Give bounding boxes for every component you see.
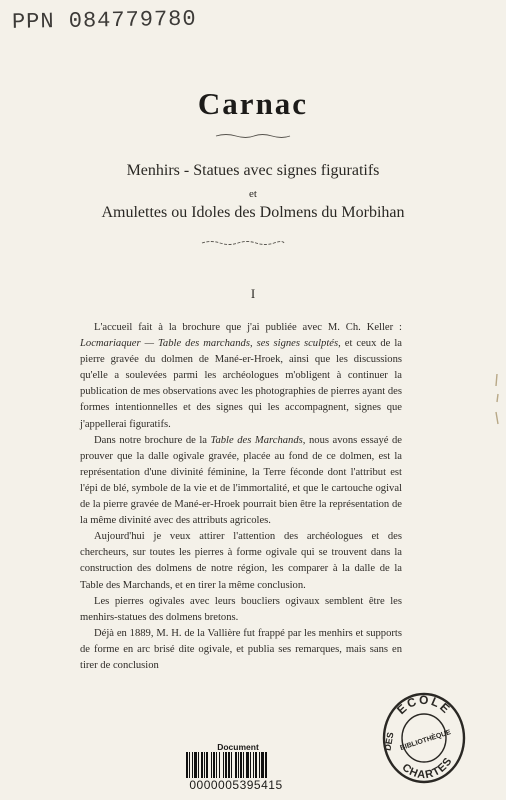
paragraph: Dans notre brochure de la Table des Marchands, nous avons essayé de prouver que la dalle ogivale gravée, placée au fond de ce dolmen, est la représentation d'une divinité féminine, la Terre féconde dont l'attribut est l'épi de blé, symbole de la vie et de l'immortalité, et que le cartouche ogival de la pierre gravée de Mané-er-Hroek pourrait bien être la représentation de la même divinité avec des attributs agricoles. — [80, 434, 402, 527]
subtitle-ornament — [200, 239, 286, 247]
document-label: Document — [217, 742, 259, 752]
document-title: Carnac — [197, 86, 309, 121]
stamp-top-text: ÉCOLE — [394, 692, 454, 718]
barcode — [186, 752, 290, 778]
paragraph: Déjà en 1889, M. H. de la Vallière fut frappé par les menhirs et supports de forme en arc brisé dite ogivale, et publia ses remarques, mais sans en tirer de conclusion — [80, 627, 402, 671]
handwritten-shelfmark: PPN 084779780 — [11, 6, 197, 35]
title-ornament — [214, 132, 292, 140]
stamp-left-text: DES — [382, 731, 396, 752]
library-stamp — [378, 686, 470, 786]
body-text — [80, 320, 402, 674]
subtitle-conjunction: et — [249, 188, 257, 200]
margin-stain — [492, 372, 502, 432]
stamp-center-text: BIBLIOTHÈQUE — [399, 729, 452, 753]
section-numeral: I — [250, 286, 256, 301]
paragraph: Les pierres ogivales avec leurs boucliers ogivaux semblent être les menhirs-statues des dolmens bretons. — [80, 595, 402, 623]
barcode-number: 0000005395415 — [189, 778, 283, 792]
subtitle-line-2: Amulettes ou Idoles des Dolmens du Morbihan — [101, 204, 405, 221]
paragraph: L'accueil fait à la brochure que j'ai publiée avec M. Ch. Keller : Locmariaquer — Table des marchands, ses signes sculptés, et ceux de la pierre gravée du dolmen de Mané-er-Hroek, ainsi que les discussions qu'elle a soulevées parmi les archéologues m'obligent à continuer la publication de mes observations avec les photographies de pierres ayant des formes intentionnelles et des signes qui les accompagnent, signes que j'appellerai figuratifs. — [80, 322, 403, 430]
subtitle-line-1: Menhirs - Statues avec signes figuratifs — [126, 162, 380, 179]
paragraph: Aujourd'hui je veux attirer l'attention des archéologues et des chercheurs, sur toutes les pierres à forme ogivale qui se trouvent dans la construction des dolmens de notre région, les comparer à la dalle de la Table des Marchands, et en tirer la même conclusion. — [80, 531, 402, 591]
stamp-bottom-text: CHARTES — [399, 755, 455, 782]
